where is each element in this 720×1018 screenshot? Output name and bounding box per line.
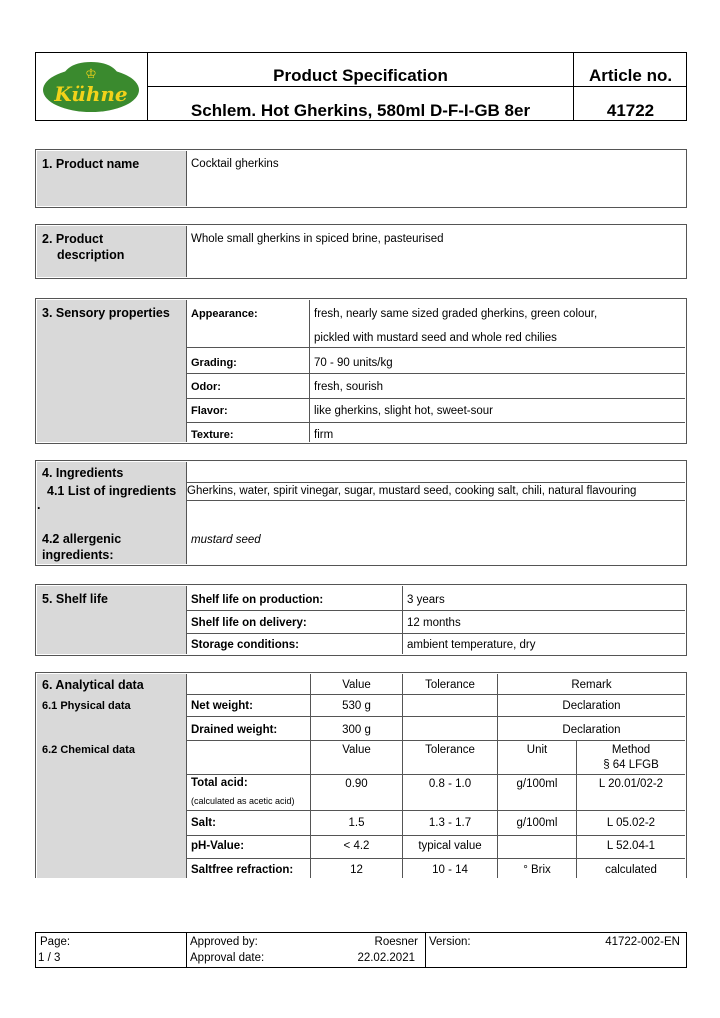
drained-weight-value: 300 g — [342, 724, 371, 736]
drained-weight-remark: Declaration — [562, 724, 621, 736]
texture-label: Texture: — [191, 429, 234, 441]
ingredients-list-dot: . — [37, 498, 41, 512]
appearance-value: pickled with mustard seed and whole red chilies — [314, 332, 557, 344]
approval-date-value: 22.02.2021 — [357, 952, 415, 964]
col-header-value: Value — [342, 679, 371, 691]
approved-by-value: Roesner — [374, 936, 418, 948]
allergen-label: 4.2 allergenic — [42, 532, 122, 546]
logo-text: Kühne — [54, 82, 128, 106]
appearance-value: fresh, nearly same sized graded gherkins, green colour, — [314, 308, 598, 320]
shelf-delivery-label: Shelf life on delivery: — [191, 617, 307, 629]
texture-value: firm — [314, 429, 334, 441]
section-label: 5. Shelf life — [42, 592, 108, 606]
ingredients-list-value: Gherkins, water, spirit vinegar, sugar, mustard seed, cooking salt, chili, natural flavouring — [187, 485, 637, 497]
section-label: description — [57, 248, 125, 262]
refraction-tolerance: 10 - 14 — [432, 864, 468, 876]
grading-value: 70 - 90 units/kg — [314, 357, 393, 369]
salt-label: Salt: — [191, 817, 216, 829]
product-subtitle: Schlem. Hot Gherkins, 580ml D-F-I-GB 8er — [190, 101, 531, 120]
total-acid-tolerance: 0.8 - 1.0 — [428, 778, 472, 790]
section-label: 2. Product — [42, 232, 104, 246]
refraction-method: calculated — [605, 864, 657, 876]
col-header-remark: Remark — [571, 679, 612, 691]
odor-value: fresh, sourish — [314, 381, 384, 393]
storage-value: ambient temperature, dry — [407, 639, 536, 651]
net-weight-remark: Declaration — [562, 700, 621, 712]
total-acid-value: 0.90 — [345, 778, 368, 790]
chem-col-method: Method — [611, 744, 651, 756]
flavor-value: like gherkins, slight hot, sweet-sour — [314, 405, 493, 417]
chem-col-method: § 64 LFGB — [603, 759, 659, 771]
shelf-delivery-value: 12 months — [407, 617, 461, 629]
refraction-unit: ° Brix — [523, 864, 551, 876]
product-name-value: Cocktail gherkins — [191, 158, 279, 170]
page-label: Page: — [40, 936, 71, 948]
ph-value: < 4.2 — [343, 840, 370, 852]
flavor-label: Flavor: — [191, 405, 228, 417]
approval-date-label: Approval date: — [190, 952, 265, 964]
col-header-tolerance: Tolerance — [425, 679, 475, 691]
page-number: 1 / 3 — [38, 952, 61, 964]
article-number: 41722 — [606, 101, 655, 120]
ingredients-list-label: 4.1 List of ingredients — [47, 484, 177, 498]
salt-tolerance: 1.3 - 1.7 — [428, 817, 472, 829]
section-label: 4. Ingredients — [42, 466, 124, 480]
grading-label: Grading: — [191, 357, 237, 369]
total-acid-method: L 20.01/02-2 — [598, 778, 664, 790]
physical-data-label: 6.1 Physical data — [42, 700, 131, 712]
svg-text:♔: ♔ — [85, 67, 97, 82]
approved-by-label: Approved by: — [190, 936, 258, 948]
refraction-label: Saltfree refraction: — [191, 864, 294, 876]
odor-label: Odor: — [191, 381, 221, 393]
appearance-label: Appearance: — [191, 308, 258, 320]
version-label: Version: — [429, 936, 471, 948]
shelf-production-value: 3 years — [407, 594, 445, 606]
net-weight-label: Net weight: — [191, 700, 253, 712]
ph-label: pH-Value: — [191, 840, 245, 852]
chem-col-tolerance: Tolerance — [425, 744, 475, 756]
total-acid-unit: g/100ml — [516, 778, 558, 790]
total-acid-label: Total acid: — [191, 777, 248, 789]
storage-label: Storage conditions: — [191, 639, 299, 651]
section-label: 3. Sensory properties — [42, 306, 170, 320]
salt-value: 1.5 — [348, 817, 365, 829]
version-value: 41722-002-EN — [605, 936, 680, 948]
total-acid-note: (calculated as acetic acid) — [191, 796, 295, 806]
net-weight-value: 530 g — [342, 700, 371, 712]
chemical-data-label: 6.2 Chemical data — [42, 744, 135, 756]
drained-weight-label: Drained weight: — [191, 724, 278, 736]
chem-col-value: Value — [342, 744, 371, 756]
document-title: Product Specification — [273, 66, 448, 85]
section-label: 6. Analytical data — [42, 678, 144, 692]
ph-tolerance: typical value — [418, 840, 482, 852]
refraction-value: 12 — [350, 864, 363, 876]
product-description-value: Whole small gherkins in spiced brine, pasteurised — [191, 233, 444, 245]
salt-method: L 05.02-2 — [606, 817, 656, 829]
shelf-production-label: Shelf life on production: — [191, 594, 324, 606]
kuhne-logo — [40, 56, 142, 116]
ph-method: L 52.04-1 — [606, 840, 656, 852]
salt-unit: g/100ml — [516, 817, 558, 829]
allergen-value: mustard seed — [191, 534, 261, 546]
section-label: 1. Product name — [42, 157, 140, 171]
article-label: Article no. — [588, 66, 673, 85]
chem-col-unit: Unit — [526, 744, 548, 756]
allergen-label: ingredients: — [42, 548, 114, 562]
